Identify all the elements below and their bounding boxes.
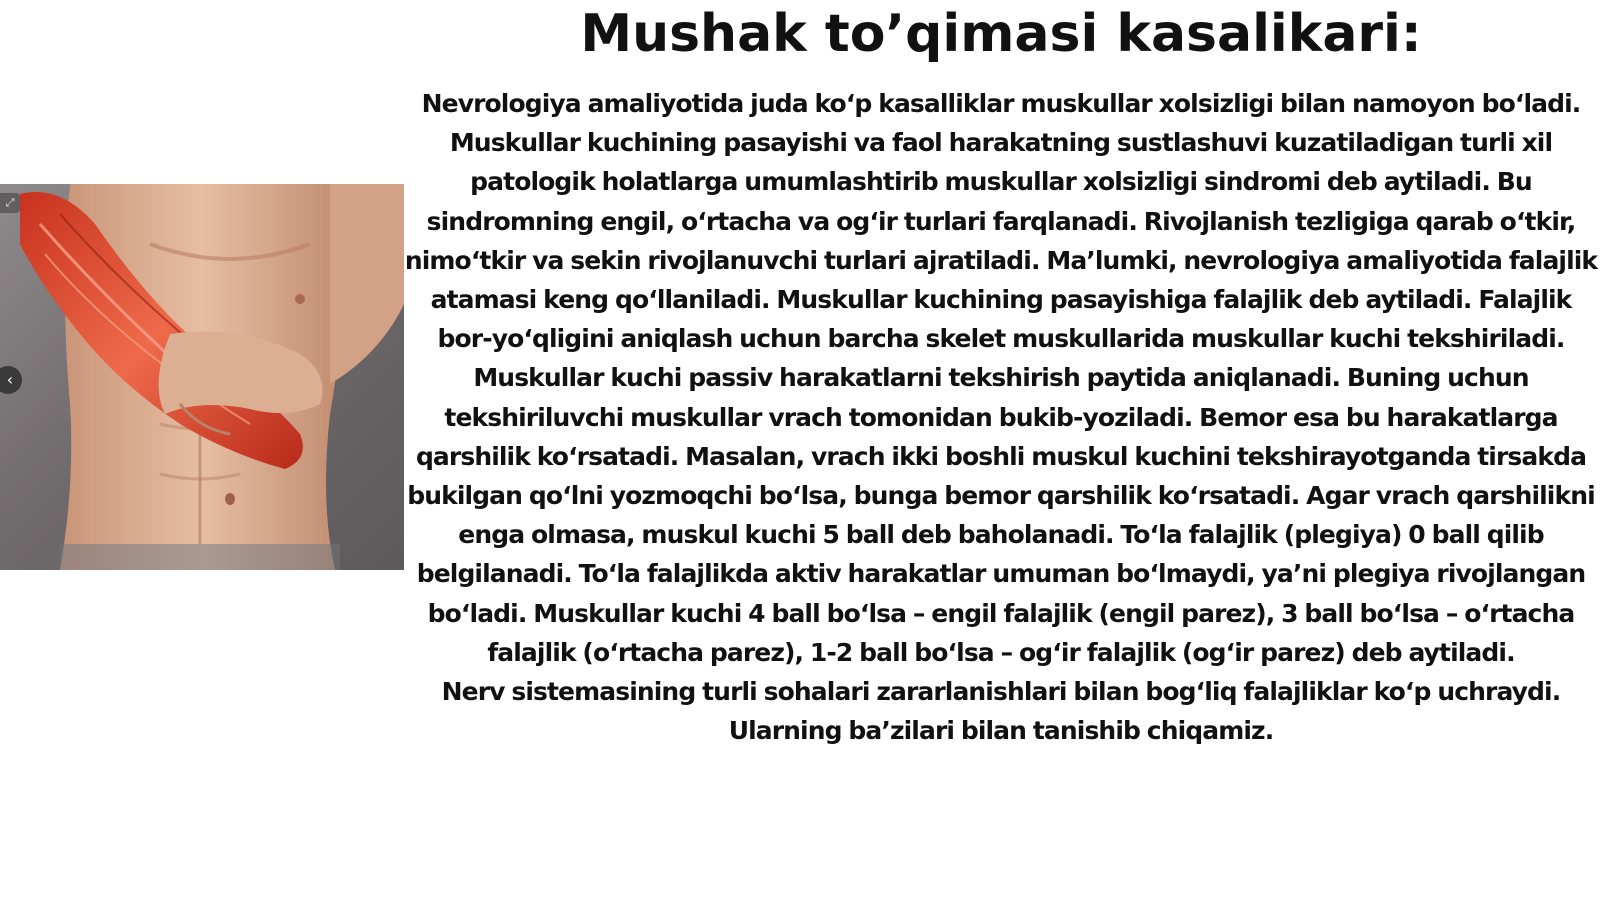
paragraph: Nerv sistemasining turli sohalari zararlanishlari bilan bog‘liq falajliklar ko‘p uchraydi. Ularning ba’zilari bilan tanishib chiqamiz. — [441, 677, 1561, 746]
muscle-anatomy-illustration — [0, 184, 404, 570]
chevron-left-icon[interactable]: ‹ — [0, 366, 22, 394]
article — [402, 0, 1600, 750]
muscle-anatomy-image — [0, 184, 404, 570]
paragraph: Nevrologiya amaliyotida juda ko‘p kasalliklar muskullar xolsizligi bilan namoyon bo‘ladi. Muskullar kuchining pasayishi va faol harakatning sustlashuvi kuzatiladigan turli xil patologik holatlarga umumlashtirib muskullar xolsizligi sindromi deb aytiladi. Bu sindromning engil, o‘rtacha va og‘ir turlari farqlanadi. Rivojlanish tezligiga qarab o‘tkir, nimo‘tkir va sekin rivojlanuvchi turlari ajratiladi. Ma’lumki, nevrologiya amaliyotida falajlik atamasi keng qo‘llaniladi. Muskullar kuchining pasayishiga falajlik deb aytiladi. Falajlik bor-yo‘qligini aniqlash uchun barcha skelet muskullarida muskullar kuchi tekshiriladi. Muskullar kuchi passiv harakatlarni tekshirish paytida aniqlanadi. Buning uchun tekshiriluvchi muskullar vrach tomonidan bukib-yoziladi. Bemor esa bu harakatlarga qarshilik ko‘rsatadi. Masalan, vrach ikki boshli muskul kuchini tekshirayotganda tirsakda bukilgan qo‘lni yozmoqchi bo‘lsa, bunga bemor qarshilik ko‘rsatadi. Agar vrach qarshilikni enga olmasa, muskul kuchi 5 ball deb baholanadi. To‘la falajlik (plegiya) 0 ball qilib belgilanadi. To‘la falajlikda aktiv harakatlar umuman bo‘lmaydi, ya’ni plegiya rivojlangan bo‘ladi. Muskullar kuchi 4 ball bo‘lsa – engil falajlik (engil parez), 3 ball bo‘lsa – o‘rtacha falajlik (o‘rtacha parez), 1-2 ball bo‘lsa – og‘ir falajlik (og‘ir parez) deb aytiladi. — [404, 89, 1598, 667]
page-title: Mushak to’qimasi kasalikari: — [580, 4, 1422, 64]
expand-icon[interactable]: ⤢ — [0, 193, 20, 213]
article-body — [402, 84, 1600, 750]
